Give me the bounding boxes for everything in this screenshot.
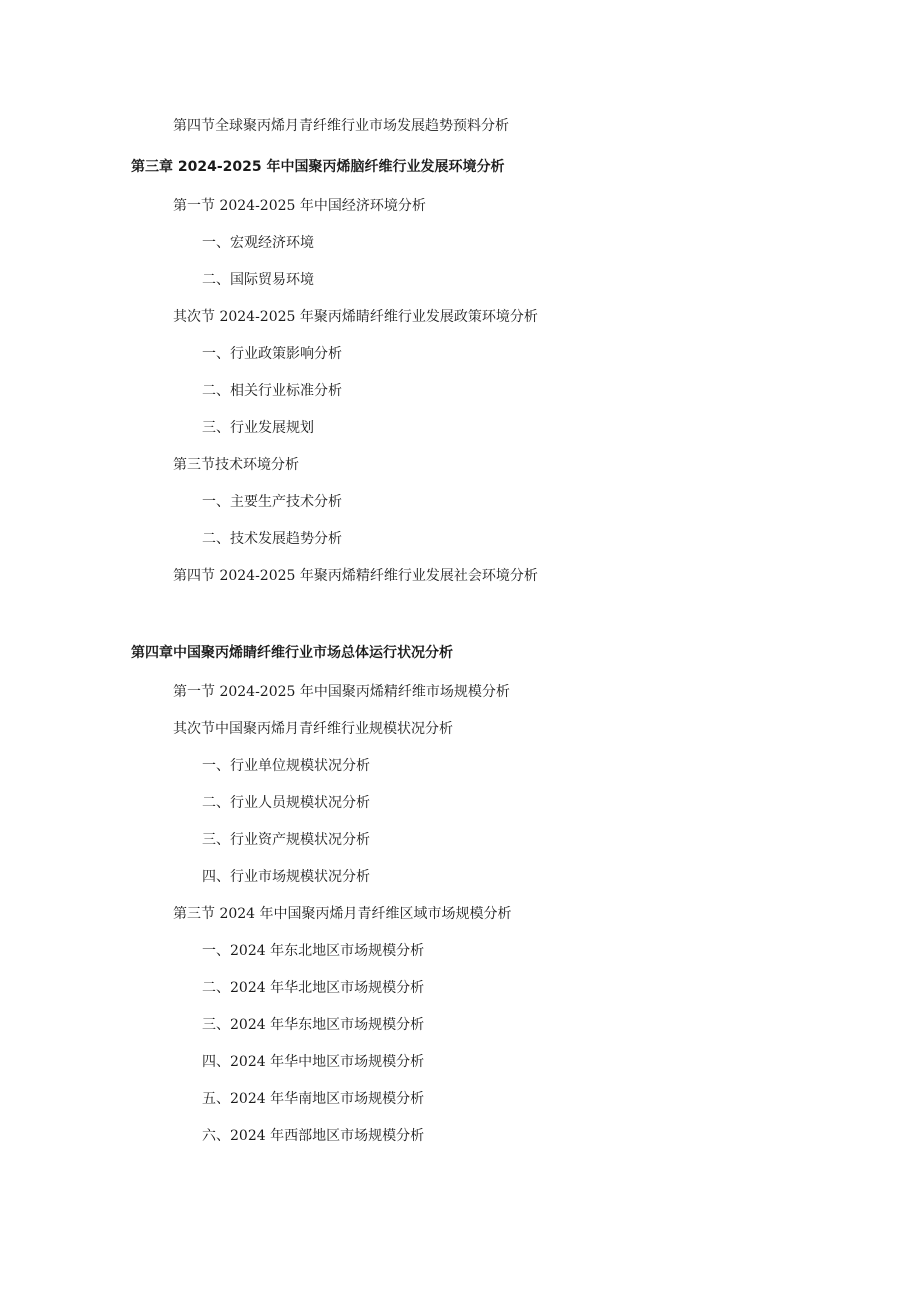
toc-section: 第四节全球聚丙烯月青纤维行业市场发展趋势预料分析: [173, 118, 509, 134]
toc-item: 一、行业政策影响分析: [202, 346, 342, 362]
toc-item: 四、2024 年华中地区市场规模分析: [202, 1054, 425, 1070]
toc-item: 六、2024 年西部地区市场规模分析: [202, 1128, 425, 1144]
toc-item: 一、主要生产技术分析: [202, 494, 342, 510]
toc-section: 第一节 2024-2025 年中国经济环境分析: [173, 198, 426, 214]
toc-section: 第四节 2024-2025 年聚丙烯精纤维行业发展社会环境分析: [173, 568, 538, 584]
toc-section: 其次节中国聚丙烯月青纤维行业规模状况分析: [173, 721, 453, 737]
toc-item: 四、行业市场规模状况分析: [202, 869, 370, 885]
toc-section: 第三节技术环境分析: [173, 457, 299, 473]
toc-item: 二、2024 年华北地区市场规模分析: [202, 980, 425, 996]
toc-item: 二、技术发展趋势分析: [202, 531, 342, 547]
toc-section: 第一节 2024-2025 年中国聚丙烯精纤维市场规模分析: [173, 684, 510, 700]
toc-item: 一、宏观经济环境: [202, 235, 314, 251]
toc-item: 三、行业发展规划: [202, 420, 314, 436]
toc-section: 其次节 2024-2025 年聚丙烯睛纤维行业发展政策环境分析: [173, 309, 538, 325]
toc-item: 五、2024 年华南地区市场规模分析: [202, 1091, 425, 1107]
toc-item: 三、2024 年华东地区市场规模分析: [202, 1017, 425, 1033]
toc-item: 二、相关行业标准分析: [202, 383, 342, 399]
toc-item: 二、行业人员规模状况分析: [202, 795, 370, 811]
toc-item: 三、行业资产规模状况分析: [202, 832, 370, 848]
toc-chapter: 第四章中国聚丙烯睛纤维行业市场总体运行状况分析: [131, 645, 453, 661]
toc-item: 一、行业单位规模状况分析: [202, 758, 370, 774]
toc-item: 一、2024 年东北地区市场规模分析: [202, 943, 425, 959]
toc-section: 第三节 2024 年中国聚丙烯月青纤维区域市场规模分析: [173, 906, 512, 922]
toc-chapter: 第三章 2024-2025 年中国聚丙烯脑纤维行业发展环境分析: [131, 159, 505, 175]
toc-item: 二、国际贸易环境: [202, 272, 314, 288]
